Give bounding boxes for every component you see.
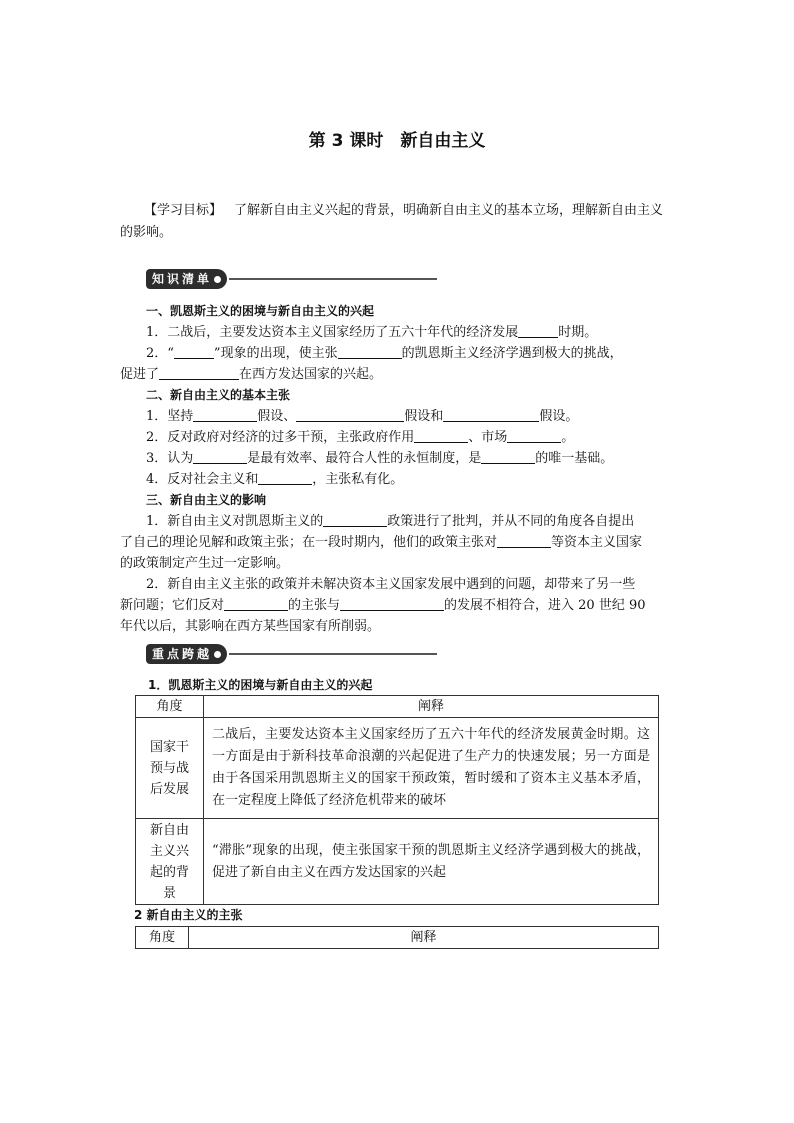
fill-blank[interactable] xyxy=(323,512,387,527)
banner-rule xyxy=(229,653,437,655)
section3-heading: 三、新自由主义的影响 xyxy=(146,493,267,507)
key-points-banner xyxy=(146,643,437,665)
text: 的唯一基础。 xyxy=(535,451,614,466)
fill-blank[interactable] xyxy=(224,596,288,611)
text: 促进了 xyxy=(120,367,160,382)
banner-rule xyxy=(229,278,437,280)
fill-blank[interactable] xyxy=(193,449,247,464)
table-row xyxy=(136,819,659,905)
page-title: 第 3 课时 新自由主义 xyxy=(308,131,486,151)
aspect-line: 新自由 xyxy=(149,822,189,838)
fill-blank[interactable] xyxy=(174,344,214,359)
text: 了自己的理论见解和政策主张；在一段时期内，他们的政策主张对 xyxy=(120,535,498,550)
section2-item3 xyxy=(120,448,676,469)
key-points-pill xyxy=(146,644,227,664)
text: 1．二战后，主要发达资本主义国家经历了五六十年代的经济发展 xyxy=(146,325,519,340)
table2 xyxy=(135,926,659,949)
section1-item2 xyxy=(120,343,676,364)
fill-blank[interactable] xyxy=(507,428,561,443)
text: 在西方发达国家的兴起。 xyxy=(239,367,383,382)
table1-title: 1．凯恩斯主义的困境与新自由主义的兴起 xyxy=(148,678,373,692)
section3-item1 xyxy=(120,511,676,532)
fill-blank[interactable] xyxy=(193,407,257,422)
knowledge-banner-label: 知识清单 xyxy=(152,272,213,286)
bullet-dot-icon xyxy=(214,651,221,658)
table-header-cell: 角度 xyxy=(136,927,189,949)
text: 4．反对社会主义和 xyxy=(146,472,259,487)
text: 2．新自由主义主张的政策并未解决资本主义国家发展中遇到的问题，却带来了另一些 xyxy=(146,577,636,592)
table1 xyxy=(135,695,659,905)
text: 1．新自由主义对凯恩斯主义的 xyxy=(146,514,324,529)
fill-blank[interactable] xyxy=(340,596,444,611)
knowledge-pill xyxy=(146,269,227,289)
table-header-row xyxy=(136,696,659,718)
fill-blank[interactable] xyxy=(443,407,539,422)
text: 是最有效率、最符合人性的永恒制度，是 xyxy=(247,451,482,466)
text: 的政策制定产生过一定影响。 xyxy=(120,556,290,571)
text: 2．反对政府对经济的过多干预，主张政府作用 xyxy=(146,430,415,445)
text: 的凯恩斯主义经济学遇到极大的挑战， xyxy=(401,346,623,361)
section2-item2 xyxy=(120,427,676,448)
key-points-banner-label: 重点跨越 xyxy=(152,647,213,661)
text: 、市场 xyxy=(468,430,508,445)
text: 假设和 xyxy=(404,409,444,424)
fill-blank[interactable] xyxy=(481,449,535,464)
table-cell-aspect xyxy=(136,819,204,905)
section3-item1-cont2 xyxy=(120,553,676,574)
aspect-line: 主义兴 xyxy=(149,843,189,859)
text: 1．坚持 xyxy=(146,409,194,424)
fill-blank[interactable] xyxy=(258,470,312,485)
knowledge-list xyxy=(120,301,676,637)
fill-blank[interactable] xyxy=(414,428,468,443)
text: 时期。 xyxy=(558,325,598,340)
text: 的主张与 xyxy=(288,598,341,613)
fill-blank[interactable] xyxy=(518,323,558,338)
text: 等资本主义国家 xyxy=(551,535,643,550)
text: 。 xyxy=(561,430,575,445)
text: ，主张私有化。 xyxy=(312,472,404,487)
aspect-line: 国家干 xyxy=(149,739,189,755)
text: 新问题；它们反对 xyxy=(120,598,225,613)
table-header-row xyxy=(136,927,659,949)
section3-item2-cont xyxy=(120,595,676,616)
objective-text: 了解新自由主义兴起的背景，明确新自由主义的基本立场，理解新自由主义的影响。 xyxy=(120,203,664,240)
fill-blank[interactable] xyxy=(159,365,239,380)
section2-item4 xyxy=(120,469,676,490)
text: 3．认为 xyxy=(146,451,194,466)
text: 2．“ xyxy=(146,346,174,361)
aspect-line: 预与战 xyxy=(149,760,189,776)
section2-item1 xyxy=(120,406,676,427)
section3-item2 xyxy=(120,574,676,595)
aspect-line: 起的背 xyxy=(149,864,189,880)
objective-label: 【学习目标】 xyxy=(144,203,223,218)
aspect-line: 后发展 xyxy=(149,781,189,797)
table-cell-explanation: “滞胀”现象的出现，使主张国家干预的凯恩斯主义经济学遇到极大的挑战，促进了新自由主义在西方发达国家的兴起 xyxy=(204,819,659,905)
table-cell-explanation: 二战后，主要发达资本主义国家经历了五六十年代的经济发展黄金时期。这一方面是由于新科技革命浪潮的兴起促进了生产力的快速发展；另一方面是由于各国采用凯恩斯主义的国家干预政策，暂时缓和了资本主义基本矛盾，在一定程度上降低了经济危机带来的破坏 xyxy=(204,718,659,819)
text: 的发展不相符合，进入 20 世纪 90 xyxy=(444,598,646,613)
fill-blank[interactable] xyxy=(497,533,551,548)
fill-blank[interactable] xyxy=(296,407,404,422)
section1-item2-cont xyxy=(120,364,676,385)
section3-item1-cont xyxy=(120,532,676,553)
text: 政策进行了批判，并从不同的角度各自提出 xyxy=(387,514,635,529)
section1-heading: 一、凯恩斯主义的困境与新自由主义的兴起 xyxy=(146,304,375,318)
text: 年代以后，其影响在西方某些国家有所削弱。 xyxy=(120,619,381,634)
learning-objective xyxy=(120,200,676,244)
table-header-cell: 阐释 xyxy=(204,696,659,718)
text: 假设。 xyxy=(539,409,579,424)
section2-heading: 二、新自由主义的基本主张 xyxy=(146,388,291,402)
text: 假设、 xyxy=(257,409,297,424)
table-row xyxy=(136,718,659,819)
table-header-cell: 角度 xyxy=(136,696,204,718)
knowledge-banner xyxy=(146,268,437,290)
table-header-cell: 阐释 xyxy=(189,927,659,949)
table-cell-aspect xyxy=(136,718,204,819)
bullet-dot-icon xyxy=(214,276,221,283)
fill-blank[interactable] xyxy=(338,344,402,359)
aspect-line: 景 xyxy=(162,885,176,901)
text: ”现象的出现，使主张 xyxy=(213,346,338,361)
section3-item2-cont2 xyxy=(120,616,676,637)
section1-item1 xyxy=(120,322,676,343)
table2-title: 2 新自由主义的主张 xyxy=(134,908,243,922)
